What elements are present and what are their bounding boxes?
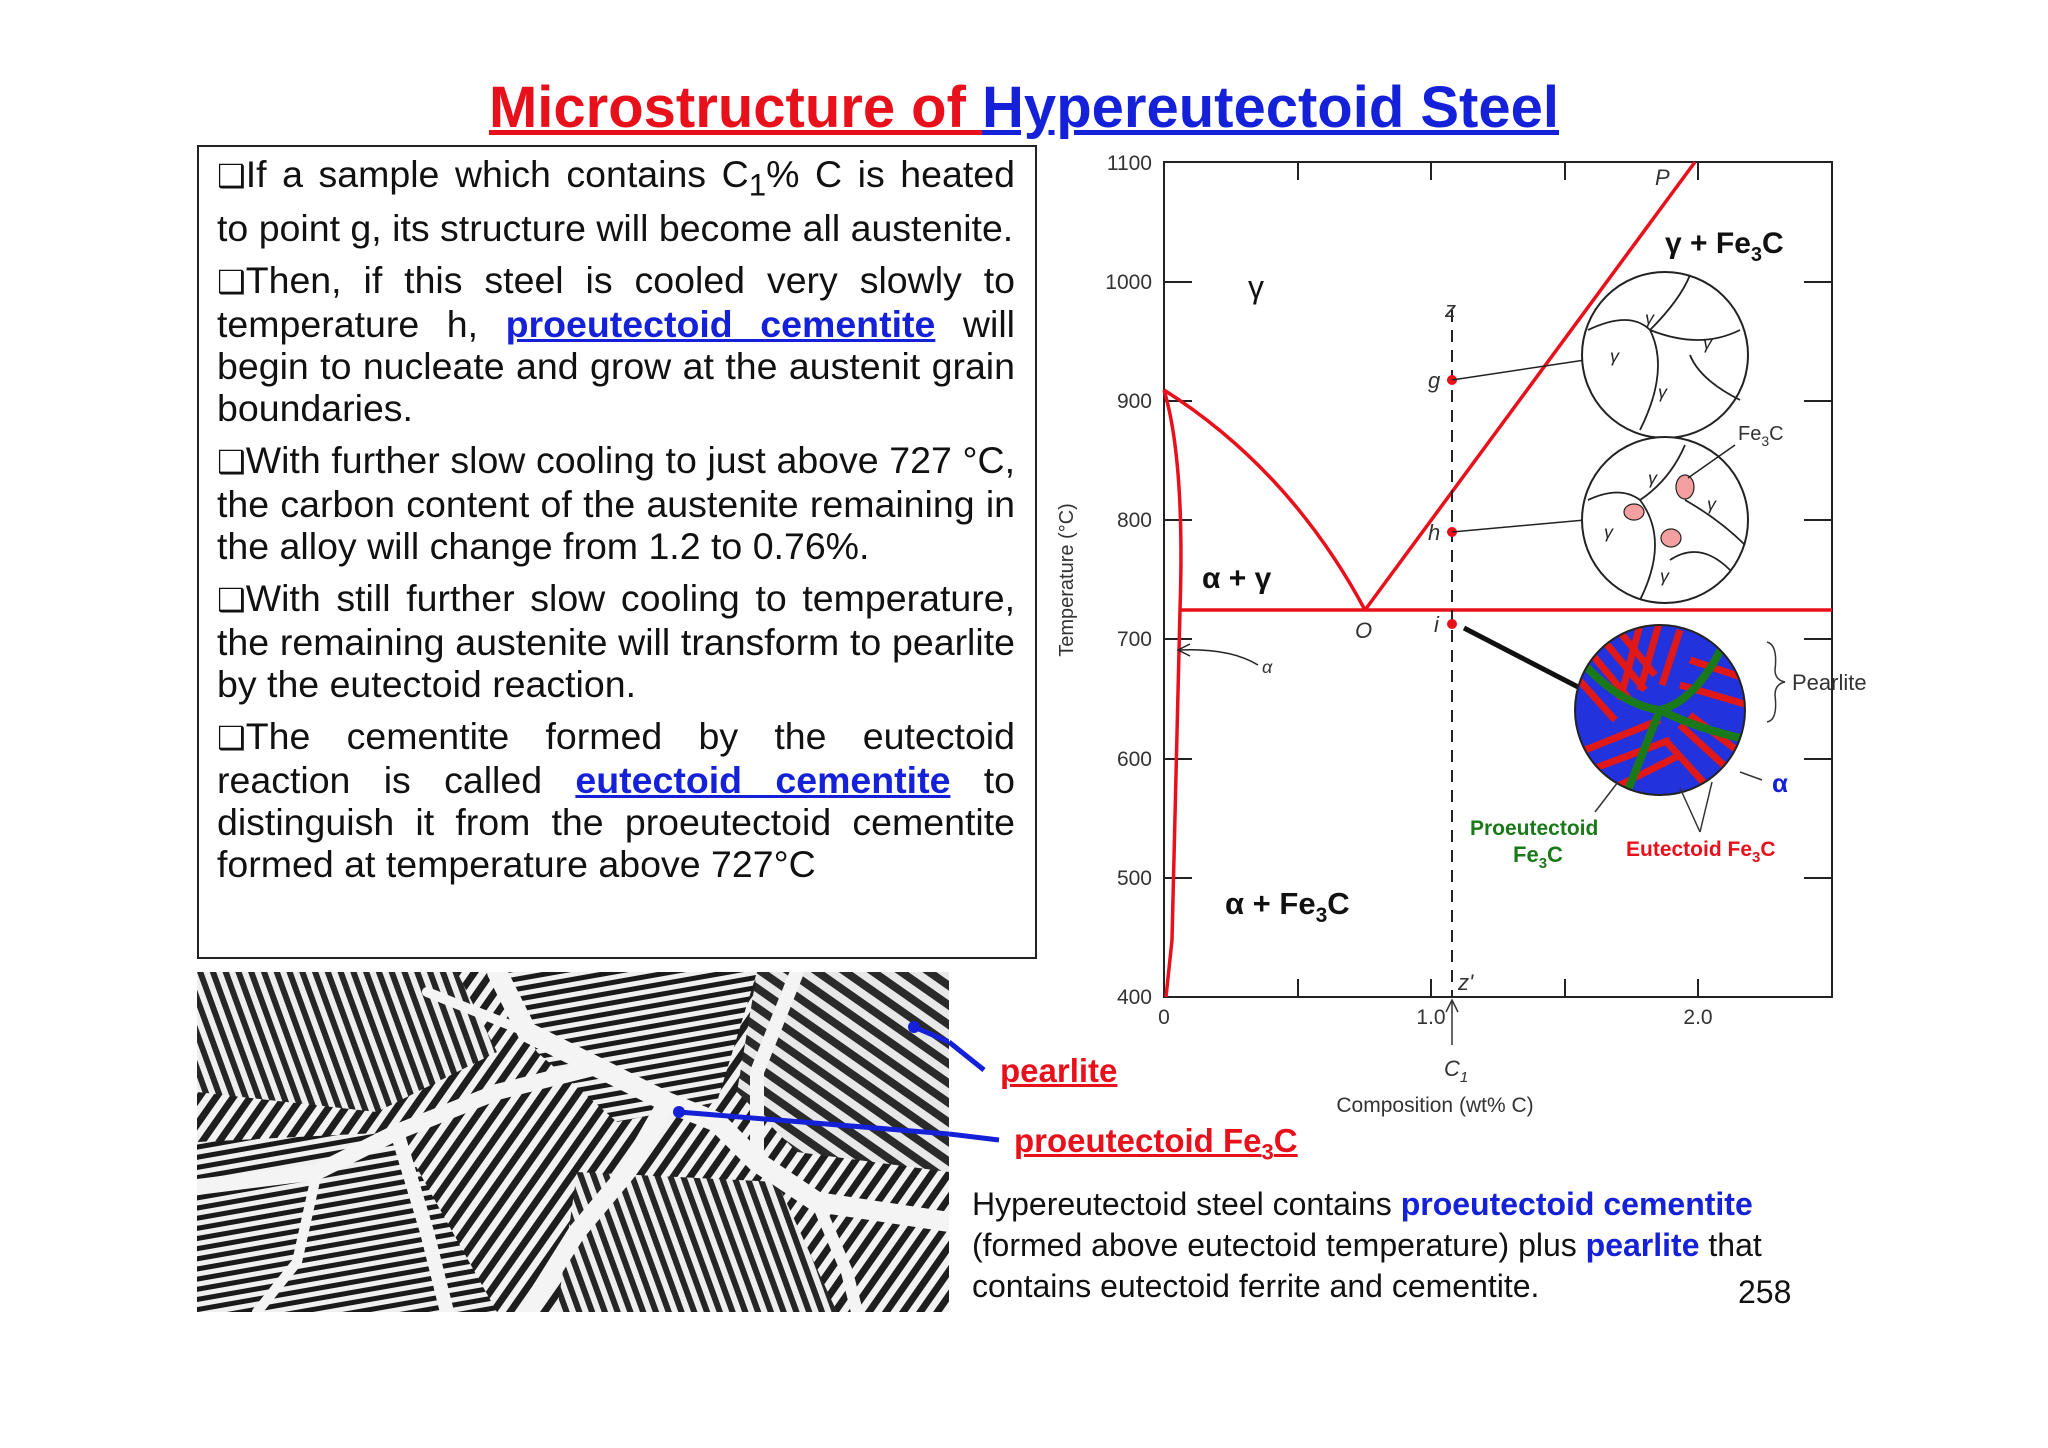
svg-text:γ: γ xyxy=(1648,468,1657,488)
x-tick: 0 xyxy=(1158,1006,1170,1029)
proeutectoid-nucleation-circle xyxy=(1582,423,1784,603)
title-part1: Microstructure of xyxy=(488,75,983,140)
micrograph-image xyxy=(197,972,949,1312)
bullet-5: ❑The cementite formed by the eutectoid reaction is called eutectoid cementite to distinguish it from the proeutectoid cementite formed at temperature above 727°C xyxy=(217,714,1015,885)
pearlite-circle xyxy=(1570,620,1750,810)
svg-text:γ: γ xyxy=(1610,346,1619,366)
bullet-2: ❑Then, if this steel is cooled very slowly to temperature h, proeutectoid cementite will begin to nucleate and grow at the austenit grain boundaries. xyxy=(217,258,1015,429)
bullet-4: ❑With still further slow cooling to temperature, the remaining austenite will transform to pearlite by the eutectoid reaction. xyxy=(217,576,1015,705)
y-axis-label: Temperature (°C) xyxy=(1056,503,1078,657)
bullet-3: ❑With further slow cooling to just above 727 °C, the carbon content of the austenite remaining in the alloy will change from 1.2 to 0.76%. xyxy=(217,438,1015,567)
caption: Hypereutectoid steel contains proeutectoid cementite (formed above eutectoid temperature) plus pearlite that contains eutectoid ferrite and cementite. xyxy=(972,1186,1762,1304)
bullet-icon: ❑ xyxy=(217,262,246,301)
alpha-blue-label: α xyxy=(1772,768,1788,798)
svg-text:γ: γ xyxy=(1707,494,1716,514)
bullet-icon: ❑ xyxy=(217,718,246,757)
proeutectoid-label-2: $Fe_3C$ xyxy=(1513,842,1563,872)
point-o-label: O xyxy=(1355,618,1373,643)
y-tick: 500 xyxy=(1116,867,1152,890)
alpha-solvus xyxy=(1164,390,1181,997)
page-number: 258 xyxy=(1738,1274,1792,1310)
c1-label: $C_1$ xyxy=(1444,1056,1469,1086)
bullet-1: ❑If a sample which contains $C_1\%$ C is heated to point g, its structure will become all austenite. xyxy=(217,153,1015,249)
svg-text:γ: γ xyxy=(1645,308,1654,328)
point-h-label: h xyxy=(1428,520,1441,545)
x-tick: 1.0 xyxy=(1416,1006,1446,1029)
explanation-box xyxy=(197,145,1037,959)
fe3c-small-label: $Fe_3C$ xyxy=(1738,423,1784,449)
y-tick: 1000 xyxy=(1105,271,1152,294)
alpha-fe3c-label: $\alpha + Fe_3C$ xyxy=(1225,886,1350,927)
alpha-gamma-label: α + γ xyxy=(1202,562,1272,595)
eutectoid-fe3c-label: Eutectoid $Fe_3C$ xyxy=(1626,838,1776,866)
austenite-grains-circle xyxy=(1582,272,1748,438)
gamma-fe3c-label: $\gamma + Fe_3C$ xyxy=(1665,227,1784,266)
pearlite-side-label: Pearlite xyxy=(1792,670,1867,695)
x-axis-label: Composition (wt% C) xyxy=(1336,1094,1534,1117)
y-tick: 400 xyxy=(1116,986,1152,1009)
proeutectoid-label-1: Proeutectoid xyxy=(1470,817,1599,840)
pearlite-label: pearlite xyxy=(1000,1052,1118,1089)
point-g-label: g xyxy=(1428,368,1441,393)
x-tick: 2.0 xyxy=(1683,1006,1713,1029)
gamma-label: γ xyxy=(1248,269,1264,305)
y-tick: 900 xyxy=(1116,390,1152,413)
point-z-label: z xyxy=(1445,297,1456,322)
alpha-small-label: α xyxy=(1262,657,1273,677)
point-p-label: P xyxy=(1655,165,1670,190)
proeutectoid-cementite-term: proeutectoid cementite xyxy=(505,302,936,345)
svg-text:γ: γ xyxy=(1660,566,1669,586)
phase-diagram xyxy=(1040,140,2040,1130)
bullet-icon: ❑ xyxy=(217,442,246,481)
slide-title xyxy=(0,74,2048,141)
svg-text:γ: γ xyxy=(1604,522,1613,542)
point-i-label: i xyxy=(1434,612,1439,637)
proeutectoid-fe3c-label: proeutectoid $Fe_3C$ xyxy=(1014,1122,1298,1165)
bullet-icon: ❑ xyxy=(217,157,246,195)
point-zp-label: z' xyxy=(1458,970,1474,995)
bullet-icon: ❑ xyxy=(217,580,246,619)
y-tick: 800 xyxy=(1116,509,1152,532)
y-tick: 700 xyxy=(1116,628,1152,651)
point-i xyxy=(1447,619,1457,629)
title-part2: Hypereutectoid Steel xyxy=(982,75,1559,140)
eutectoid-cementite-term: eutectoid cementite xyxy=(575,758,951,801)
svg-text:γ: γ xyxy=(1703,333,1712,353)
svg-text:γ: γ xyxy=(1658,382,1667,402)
y-tick: 600 xyxy=(1116,748,1152,771)
y-tick: 1100 xyxy=(1106,152,1152,175)
